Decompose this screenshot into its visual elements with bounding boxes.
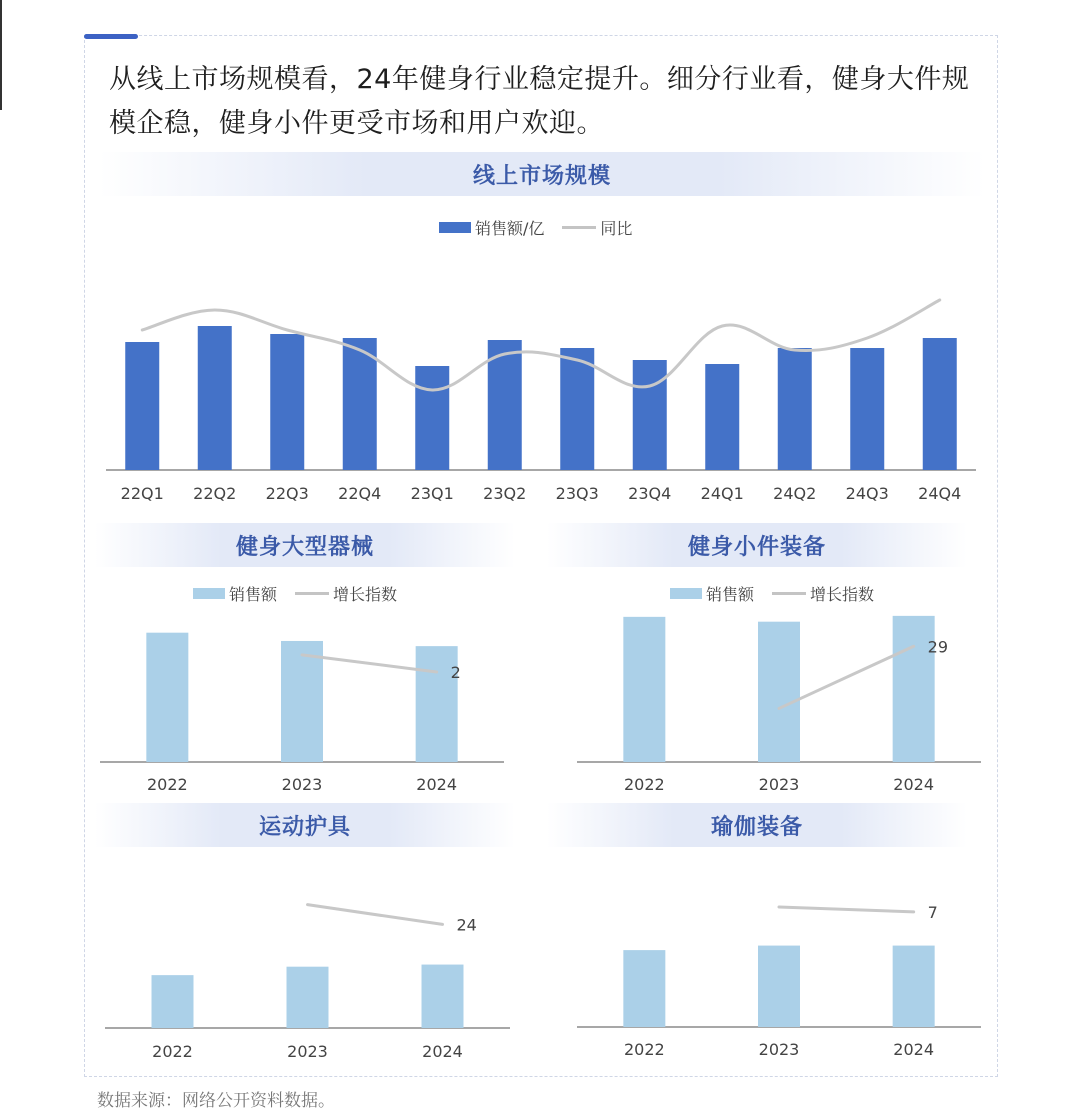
online-bar-24Q3 [850,348,884,470]
legend-growth-label: 增长指数 [810,585,875,604]
small-chart-title: 健身小件装备 [687,534,826,560]
small-tick-label: 2024 [893,775,935,794]
yoga-bar-2024 [893,946,935,1027]
online-bar-22Q1 [125,342,159,470]
online-tick-label: 24Q4 [918,484,962,503]
online-bar-24Q1 [705,364,739,470]
online-tick-label: 23Q4 [628,484,672,503]
small-tick-label: 2023 [758,775,800,794]
small-bar-2022 [623,617,665,762]
online-tick-label: 22Q4 [338,484,382,503]
small-tick-label: 2022 [623,775,665,794]
online-bar-23Q3 [560,348,594,470]
legend-sales-label: 销售额/亿 [475,219,545,238]
yoga-bar-2022 [623,950,665,1027]
legend-sales-label: 销售额 [229,585,278,604]
yoga-bar-2023 [758,946,800,1027]
online-tick-label: 22Q3 [265,484,309,503]
intro-text: 从线上市场规模看，24年健身行业稳定提升。细分行业看，健身大件规模企稳，健身小件更受市场和用户欢迎。 [109,64,970,139]
online-line-series [142,300,940,390]
online-tick-label: 24Q2 [773,484,817,503]
large-line-data-label: 2 [450,663,461,682]
online-chart-title: 线上市场规模 [472,163,611,189]
small-bar-2023 [758,622,800,762]
protect-tick-label: 2023 [287,1042,328,1061]
yoga-chart-title: 瑜伽装备 [710,814,803,840]
large-tick-label: 2022 [146,775,188,794]
yoga-line-series [779,907,914,912]
source-note: 数据来源：网络公开资料数据。 [97,1091,335,1111]
online-bar-23Q1 [415,366,449,470]
large-tick-label: 2024 [416,775,458,794]
online-tick-label: 23Q2 [483,484,527,503]
online-tick-label: 24Q3 [845,484,889,503]
online-bar-24Q4 [923,338,957,470]
online-bar-22Q2 [198,326,232,470]
yoga-tick-label: 2022 [623,1040,665,1059]
online-tick-label: 24Q1 [700,484,744,503]
protect-bar-2022 [152,975,194,1028]
protect-bar-2023 [287,967,329,1028]
online-bar-22Q3 [270,334,304,470]
large-bar-2022 [146,633,188,762]
yoga-tick-label: 2023 [758,1040,800,1059]
online-tick-label: 23Q3 [555,484,599,503]
online-tick-label: 22Q2 [193,484,237,503]
small-line-data-label: 29 [927,637,949,657]
large-tick-label: 2023 [281,775,323,794]
online-bar-24Q2 [778,348,812,470]
protect-chart-title: 运动护具 [258,814,351,840]
legend-yoy-label: 同比 [600,219,633,238]
protect-line-data-label: 24 [456,915,477,935]
protect-line-series [308,905,443,925]
protect-tick-label: 2022 [152,1042,193,1061]
large-bar-2023 [281,641,323,762]
online-bar-23Q4 [633,360,667,470]
legend-sales-label: 销售额 [706,585,755,604]
protect-bar-2024 [422,965,464,1028]
protect-tick-label: 2024 [422,1042,463,1061]
yoga-line-data-label: 7 [927,902,938,922]
large-chart-title: 健身大型器械 [235,534,374,560]
online-tick-label: 22Q1 [120,484,164,503]
online-tick-label: 23Q1 [410,484,454,503]
legend-growth-label: 增长指数 [333,585,398,604]
yoga-tick-label: 2024 [893,1040,935,1059]
